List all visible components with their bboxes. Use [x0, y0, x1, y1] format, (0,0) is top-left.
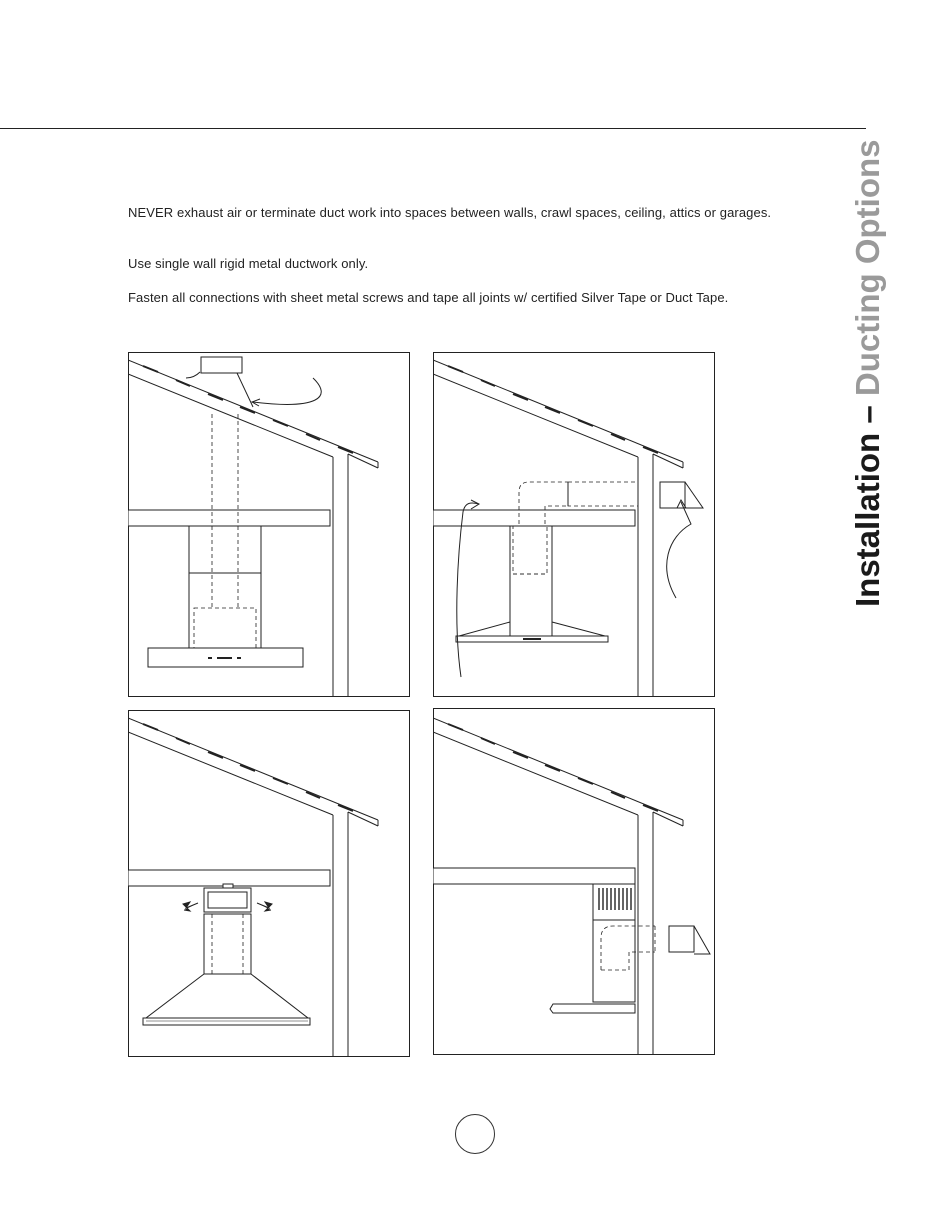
section-title: [849, 139, 886, 607]
diagram-wall-horizontal-ducting: [433, 352, 715, 697]
page-number: [455, 1114, 495, 1154]
diagram-undercabinet-wall-ducting: [433, 708, 715, 1055]
instruction-fasten-connections: Fasten all connections with sheet metal screws and tape all joints w/ certified Silver Tape or Duct Tape.: [128, 290, 729, 305]
diagram-recirculating-ducting: [128, 710, 410, 1057]
diagram-roof-vertical-ducting: [128, 352, 410, 697]
section-title-accent: Ducting Options: [849, 139, 886, 397]
header-rule: [0, 128, 866, 129]
instruction-never-exhaust: NEVER exhaust air or terminate duct work into spaces between walls, crawl spaces, ceiling, attics or garages.: [128, 205, 772, 220]
instruction-rigid-ductwork: Use single wall rigid metal ductwork only.: [128, 256, 369, 271]
section-title-main: Installation –: [849, 396, 886, 607]
